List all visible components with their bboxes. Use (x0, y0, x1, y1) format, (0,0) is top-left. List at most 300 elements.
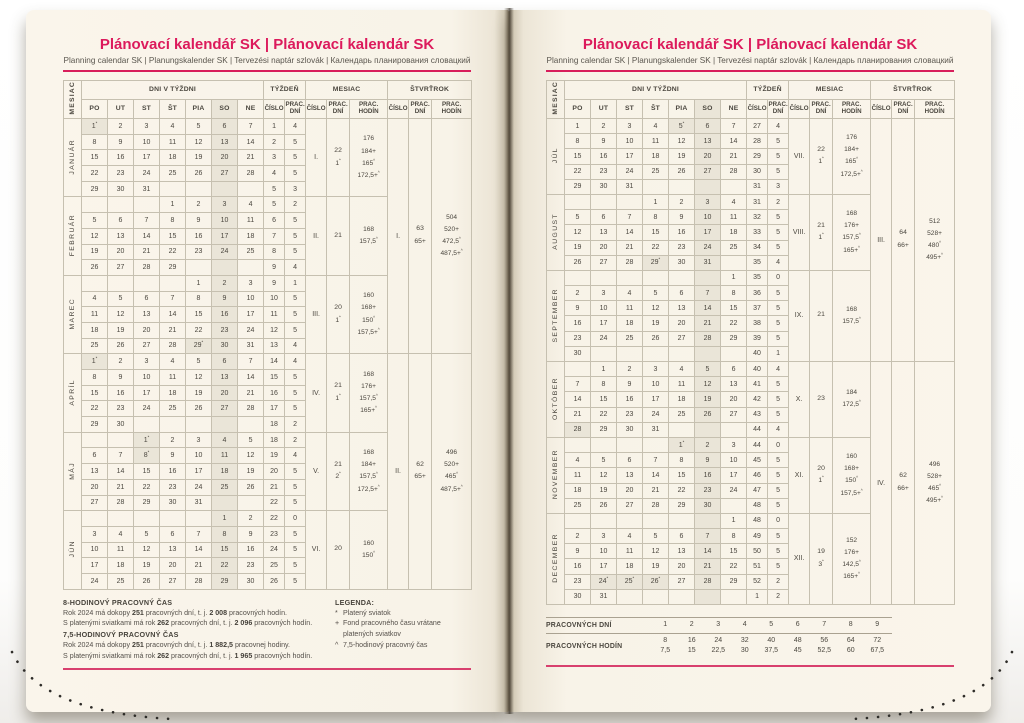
day-cell: 20 (695, 149, 721, 164)
week-workdays: 5 (285, 228, 306, 244)
day-cell: 4 (643, 119, 669, 134)
day-header: SO (695, 100, 721, 119)
header-row (547, 81, 955, 100)
day-cell: 23 (695, 483, 721, 498)
day-cell (721, 498, 747, 513)
week-row (547, 119, 955, 134)
day-cell (669, 179, 695, 194)
month-workhours: 184 172,5^ (833, 362, 871, 438)
workhours-scale-value: 40 37,5 (764, 636, 779, 654)
month-workhours: 168 157,5^ (833, 270, 871, 361)
day-cell: 20 (669, 316, 695, 331)
page-title: Plánovací kalendář SK | Plánovací kalendár SK (99, 36, 435, 53)
day-cell: 15 (643, 225, 669, 240)
day-cell: 12 (591, 468, 617, 483)
day-cell (591, 437, 617, 452)
day-cell: 29 (82, 181, 108, 197)
day-cell (617, 270, 643, 285)
day-cell: 4 (108, 526, 134, 542)
day-cell: 13 (212, 370, 238, 386)
day-cell: 21 (695, 316, 721, 331)
day-cell: 20 (82, 479, 108, 495)
month-number: III. (306, 275, 327, 353)
day-cell: 26* (643, 574, 669, 589)
week-workdays: 4 (285, 119, 306, 135)
day-cell: 8 (721, 529, 747, 544)
day-cell: 13 (721, 377, 747, 392)
day-cell: 23 (108, 401, 134, 417)
legend-text: 7,5-hodinový pracovný čas (343, 640, 428, 649)
day-cell: 31 (617, 179, 643, 194)
day-cell: 3 (721, 437, 747, 452)
day-cell: 20 (160, 558, 186, 574)
day-cell: 14 (565, 392, 591, 407)
day-cell: 10 (186, 448, 212, 464)
week-number: 6 (264, 213, 285, 229)
day-cell: 10 (82, 542, 108, 558)
day-cell: 7 (238, 354, 264, 370)
day-cell: 25 (669, 407, 695, 422)
month-name: SEPTEMBER (547, 270, 565, 361)
day-cell (565, 437, 591, 452)
day-cell: 1 (186, 275, 212, 291)
week-workdays: 5 (285, 401, 306, 417)
day-cell: 15 (565, 149, 591, 164)
month-workdays: 19 3* (810, 513, 833, 604)
week-number: 14 (264, 354, 285, 370)
day-cell: 20 (212, 150, 238, 166)
day-cell: 7 (160, 291, 186, 307)
day-cell: 9 (160, 448, 186, 464)
day-cell: 18 (160, 150, 186, 166)
quarter-number: IV. (871, 362, 892, 605)
week-workdays: 1 (285, 275, 306, 291)
month-name: DECEMBER (547, 513, 565, 604)
week-number: 30 (747, 164, 768, 179)
month-name: MAREC (64, 275, 82, 353)
day-cell: 22 (721, 316, 747, 331)
week-number: 38 (747, 316, 768, 331)
day-cell: 10 (591, 544, 617, 559)
day-cell: 20 (617, 483, 643, 498)
day-cell: 2 (186, 197, 212, 213)
week-number: 25 (264, 558, 285, 574)
day-cell: 31 (238, 338, 264, 354)
month-workhours: 176 184+ 165^ 172,5+^ (350, 119, 388, 197)
day-cell: 1 (721, 270, 747, 285)
day-cell: 10 (617, 134, 643, 149)
week-number: 21 (264, 479, 285, 495)
day-cell: 16 (591, 149, 617, 164)
day-cell: 17 (212, 228, 238, 244)
subcolumn-header: PRAC. DNÍ (327, 100, 350, 119)
week-number: 3 (264, 150, 285, 166)
day-cell: 17 (643, 392, 669, 407)
subcolumn-header: ČÍSLO (871, 100, 892, 119)
day-cell: 24 (617, 164, 643, 179)
day-cell: 16 (108, 385, 134, 401)
week-workdays: 5 (768, 453, 789, 468)
day-cell: 10 (134, 134, 160, 150)
day-cell (212, 181, 238, 197)
day-cell: 30 (695, 498, 721, 513)
day-cell: 28 (695, 331, 721, 346)
day-cell: 16 (695, 468, 721, 483)
month-number: I. (306, 119, 327, 197)
day-cell: 8 (721, 286, 747, 301)
day-cell: 8 (82, 134, 108, 150)
week-workdays: 5 (285, 385, 306, 401)
week-workdays: 2 (285, 197, 306, 213)
day-cell (695, 513, 721, 528)
day-cell: 6 (134, 291, 160, 307)
day-cell: 4 (617, 286, 643, 301)
week-number: 33 (747, 225, 768, 240)
day-cell: 24 (186, 479, 212, 495)
header-row (64, 81, 472, 100)
day-cell: 4 (238, 197, 264, 213)
day-cell: 9 (591, 134, 617, 149)
quarter-workdays: 62 66+ (892, 362, 915, 605)
day-header: ST (134, 100, 160, 119)
day-cell: 4 (617, 529, 643, 544)
day-cell: 28 (565, 422, 591, 437)
day-cell (238, 417, 264, 433)
day-cell: 22 (82, 401, 108, 417)
week-number: 26 (264, 573, 285, 589)
day-cell: 23 (669, 240, 695, 255)
day-cell: 29* (186, 338, 212, 354)
day-cell: 26 (643, 331, 669, 346)
week-number: 28 (747, 134, 768, 149)
workdays-scale-value: 6 (795, 621, 800, 628)
day-cell: 8 (591, 377, 617, 392)
workhours-scale-value: 16 15 (687, 636, 696, 654)
week-number: 41 (747, 377, 768, 392)
day-cell: 21 (721, 149, 747, 164)
subheader-row (547, 100, 955, 119)
week-workdays: 5 (768, 164, 789, 179)
month-number: IV. (306, 354, 327, 432)
day-cell: 2 (238, 511, 264, 527)
day-cell: 17 (591, 559, 617, 574)
day-cell: 17 (721, 468, 747, 483)
day-cell: 6 (669, 529, 695, 544)
week-number: 43 (747, 407, 768, 422)
week-number: 15 (264, 370, 285, 386)
subcolumn-header: PRAC. HODÍN (432, 100, 472, 119)
month-name: JANUÁR (64, 119, 82, 197)
week-workdays: 5 (768, 149, 789, 164)
month-workdays: 20 1* (327, 275, 350, 353)
legend-text: Fond pracovného času vrátane platených sviatkov (343, 619, 441, 639)
week-number: 31 (747, 179, 768, 194)
day-cell: 6 (160, 526, 186, 542)
day-cell: 20 (669, 559, 695, 574)
day-cell: 26 (591, 498, 617, 513)
day-cell: 19 (186, 150, 212, 166)
calendar-table-jan-jun (63, 80, 472, 590)
day-cell: 5 (82, 213, 108, 229)
day-cell: 12 (186, 134, 212, 150)
week-number: 48 (747, 513, 768, 528)
day-cell (695, 179, 721, 194)
week-workdays: 3 (285, 181, 306, 197)
month-number: IX. (789, 270, 810, 361)
day-cell: 11 (238, 213, 264, 229)
day-cell: 15 (82, 150, 108, 166)
day-cell: 14 (238, 370, 264, 386)
quarter-group-header: ŠTVRŤROK (871, 81, 955, 100)
day-cell: 10 (591, 301, 617, 316)
worktime-75h-line: Rok 2024 má dokopy 251 pracovných dní, t. j. 1 882,5 pracovnej hodiny. (63, 641, 291, 650)
subcolumn-header: PRAC. DNÍ (409, 100, 432, 119)
day-cell: 13 (82, 464, 108, 480)
day-cell: 7 (134, 213, 160, 229)
week-number: 51 (747, 559, 768, 574)
day-cell: 17 (591, 316, 617, 331)
day-cell: 17 (617, 149, 643, 164)
day-cell: 25 (108, 573, 134, 589)
day-cell (238, 260, 264, 276)
day-cell: 5 (134, 526, 160, 542)
day-cell (669, 422, 695, 437)
day-cell: 22 (591, 407, 617, 422)
day-cell: 4 (160, 354, 186, 370)
week-number: 50 (747, 544, 768, 559)
week-workdays: 5 (285, 213, 306, 229)
month-name: NOVEMBER (547, 437, 565, 513)
day-cell: 5 (643, 529, 669, 544)
quarter-workhours: 496 528+ 465^ 495+^ (915, 362, 955, 605)
day-cell (617, 513, 643, 528)
day-cell: 3 (212, 197, 238, 213)
day-cell: 5 (108, 291, 134, 307)
day-cell: 21 (134, 244, 160, 260)
day-cell: 27 (669, 574, 695, 589)
day-cell: 19 (238, 464, 264, 480)
day-cell: 12 (134, 542, 160, 558)
week-workdays: 5 (285, 526, 306, 542)
day-cell: 7 (238, 119, 264, 135)
day-cell: 3 (591, 286, 617, 301)
day-cell (695, 422, 721, 437)
day-cell: 24 (82, 573, 108, 589)
day-cell: 29 (669, 498, 695, 513)
day-cell (695, 346, 721, 361)
subcolumn-header: PRAC. HODÍN (350, 100, 388, 119)
day-cell (591, 270, 617, 285)
day-cell: 29 (591, 422, 617, 437)
day-cell: 21 (238, 385, 264, 401)
workdays-scale-value: 3 (716, 621, 721, 628)
day-cell: 14 (108, 464, 134, 480)
workhours-scale-value: 48 45 (793, 636, 802, 654)
day-cell: 22 (160, 244, 186, 260)
quarter-number: III. (871, 119, 892, 362)
week-row (64, 354, 472, 370)
day-cell: 6 (695, 119, 721, 134)
day-cell: 15 (82, 385, 108, 401)
day-cell (186, 417, 212, 433)
day-cell: 9 (212, 291, 238, 307)
workdays-hours-scale (546, 617, 892, 659)
week-number: 44 (747, 437, 768, 452)
day-cell: 12 (643, 544, 669, 559)
day-cell: 11 (669, 377, 695, 392)
day-cell: 28 (186, 573, 212, 589)
day-cell: 5* (669, 119, 695, 134)
month-workhours: 152 176+ 142,5^ 165+^ (833, 513, 871, 604)
day-cell: 26 (134, 573, 160, 589)
day-cell: 15 (212, 542, 238, 558)
day-cell: 10 (238, 291, 264, 307)
day-cell: 26 (238, 479, 264, 495)
week-number: 42 (747, 392, 768, 407)
day-cell: 16 (565, 559, 591, 574)
week-number: 39 (747, 331, 768, 346)
day-cell: 21 (565, 407, 591, 422)
month-name: JÚN (64, 511, 82, 589)
week-workdays: 1 (768, 346, 789, 361)
day-cell: 30 (591, 179, 617, 194)
day-cell: 27 (721, 407, 747, 422)
week-number: 31 (747, 194, 768, 209)
month-workhours: 168 176+ 157,5^ 165+^ (833, 194, 871, 270)
day-cell: 27 (617, 498, 643, 513)
week-workdays: 5 (768, 316, 789, 331)
workdays-scale-value: 8 (848, 621, 853, 628)
week-workdays: 4 (768, 422, 789, 437)
week-number: 44 (747, 422, 768, 437)
day-cell: 8* (134, 448, 160, 464)
day-cell: 8 (82, 370, 108, 386)
day-cell: 2 (669, 194, 695, 209)
day-cell (82, 511, 108, 527)
week-workdays: 5 (768, 225, 789, 240)
day-cell: 7 (643, 453, 669, 468)
day-cell: 24 (643, 407, 669, 422)
day-cell: 10 (134, 370, 160, 386)
day-cell: 30 (669, 255, 695, 270)
day-cell (160, 181, 186, 197)
day-cell: 10 (721, 453, 747, 468)
week-workdays: 5 (768, 286, 789, 301)
day-cell: 3 (186, 432, 212, 448)
day-cell: 30 (108, 417, 134, 433)
day-cell (108, 432, 134, 448)
day-cell: 29 (565, 179, 591, 194)
day-cell: 8 (565, 134, 591, 149)
day-cell: 29 (721, 331, 747, 346)
week-number: 19 (264, 448, 285, 464)
month-number: V. (306, 432, 327, 510)
worktime-75h-heading: 7,5-HODINOVÝ PRACOVNÝ ČAS (63, 630, 179, 640)
week-group-header: TÝŽDEŇ (747, 81, 789, 100)
day-cell: 7 (721, 119, 747, 134)
day-cell: 3 (591, 529, 617, 544)
day-cell: 5 (186, 119, 212, 135)
day-cell (669, 513, 695, 528)
week-workdays: 3 (768, 179, 789, 194)
day-cell: 8 (212, 526, 238, 542)
day-cell: 23 (591, 164, 617, 179)
day-cell: 13 (134, 307, 160, 323)
month-column-header: MESIAC (547, 81, 565, 119)
left-footer (63, 597, 471, 662)
week-number: 20 (264, 464, 285, 480)
day-cell: 1* (669, 437, 695, 452)
day-cell: 27 (669, 331, 695, 346)
week-number: 18 (264, 417, 285, 433)
day-cell (134, 511, 160, 527)
day-cell: 28 (617, 255, 643, 270)
day-cell: 31 (695, 255, 721, 270)
day-header: UT (108, 100, 134, 119)
day-cell: 16 (238, 542, 264, 558)
day-cell: 22 (212, 558, 238, 574)
day-cell: 17 (82, 558, 108, 574)
day-cell: 6 (82, 448, 108, 464)
workhours-scale-value: 64 60 (846, 636, 855, 654)
day-cell: 15 (669, 468, 695, 483)
day-cell: 2 (212, 275, 238, 291)
day-cell: 13 (591, 225, 617, 240)
week-number: 8 (264, 244, 285, 260)
month-column-header: MESIAC (64, 81, 82, 119)
day-cell: 6 (108, 213, 134, 229)
day-cell: 2 (565, 286, 591, 301)
day-cell: 16 (108, 150, 134, 166)
week-number: 2 (264, 134, 285, 150)
day-cell: 25 (160, 166, 186, 182)
month-number: VII. (789, 119, 810, 195)
day-cell: 13 (669, 544, 695, 559)
day-cell: 27 (160, 573, 186, 589)
week-number: 24 (264, 542, 285, 558)
legend-marker: ^ (335, 640, 339, 649)
workhours-scale-value: 8 7,5 (660, 636, 671, 654)
day-cell: 5 (591, 453, 617, 468)
month-name: OKTÓBER (547, 362, 565, 438)
day-cell: 28 (108, 495, 134, 511)
day-cell (238, 495, 264, 511)
month-workdays: 20 1* (810, 437, 833, 513)
day-cell: 14 (186, 542, 212, 558)
day-cell: 16 (565, 316, 591, 331)
day-cell: 2 (160, 432, 186, 448)
day-cell: 26 (695, 407, 721, 422)
day-cell: 14 (134, 228, 160, 244)
day-cell: 18 (82, 322, 108, 338)
day-cell: 5 (186, 354, 212, 370)
day-cell (617, 346, 643, 361)
day-cell: 9 (238, 526, 264, 542)
workhours-scale-value: 32 30 (740, 636, 749, 654)
day-cell (565, 194, 591, 209)
month-workdays: 22 1* (327, 119, 350, 197)
month-workdays: 21 1* (327, 354, 350, 432)
subcolumn-header: ČÍSLO (388, 100, 409, 119)
day-cell: 9 (565, 301, 591, 316)
day-cell: 22 (669, 483, 695, 498)
day-cell: 8 (643, 210, 669, 225)
days-of-week-group-header: DNI V TÝŽDNI (82, 81, 264, 100)
day-cell (565, 362, 591, 377)
day-header: PO (565, 100, 591, 119)
day-cell (108, 511, 134, 527)
day-cell: 23 (108, 166, 134, 182)
